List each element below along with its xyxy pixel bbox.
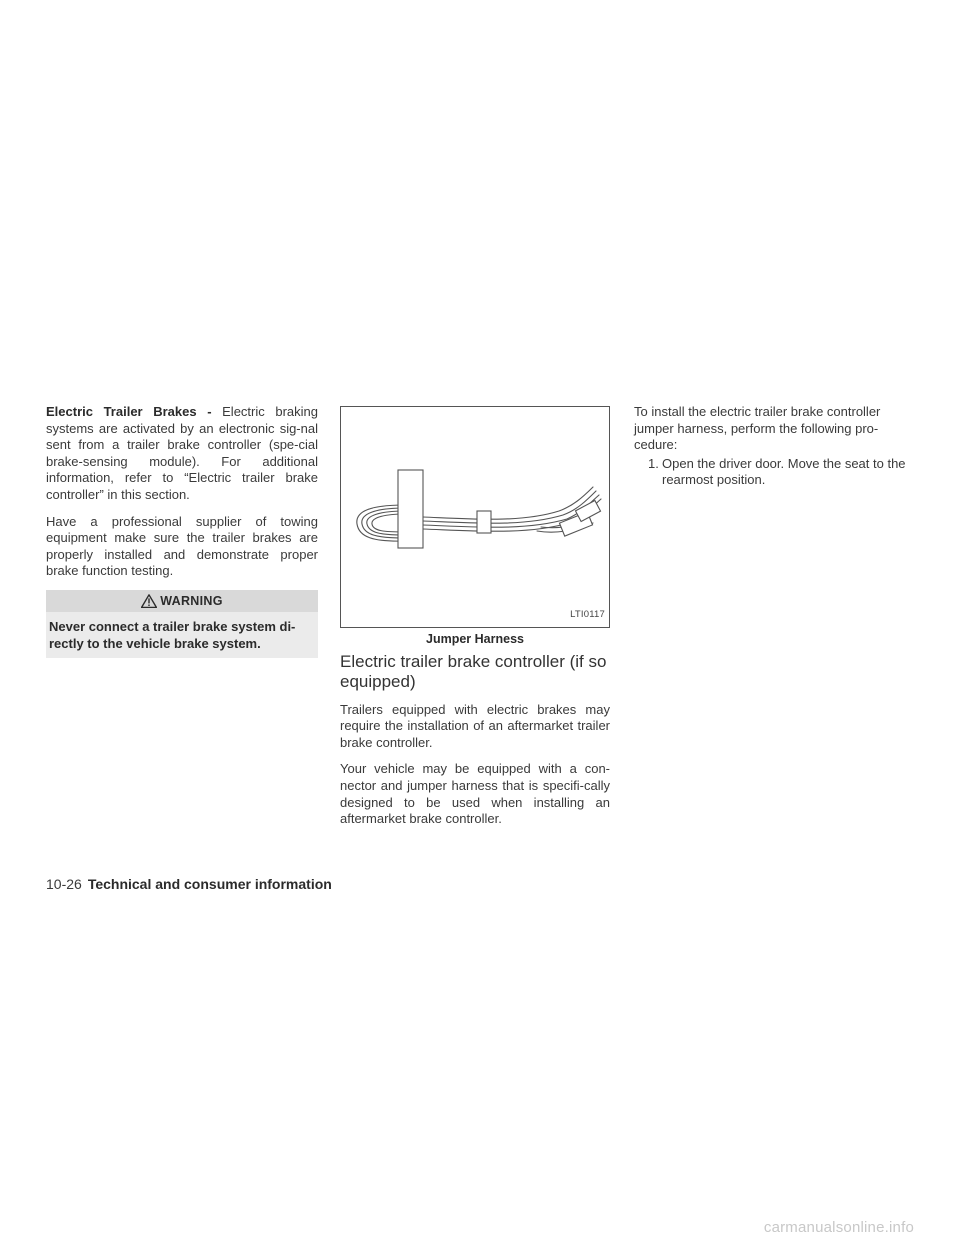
electric-trailer-brakes-paragraph [46,404,318,504]
watermark: carmanualsonline.info [763,1219,914,1236]
middle-column [340,406,610,838]
paragraph-lead-text: Electric braking systems are activated by an electronic sig-nal sent from a trailer brake controller (spe-cial brake-sensing module). For additional information, refer to “Electric trailer brake controller” in this section. [46,404,319,502]
warning-header [46,590,318,612]
left-column [46,404,318,658]
page-footer [46,876,332,892]
install-step [648,456,906,489]
install-intro-paragraph: To install the electric trailer brake controller jumper harness, perform the following pro-cedure: [634,404,881,453]
jumper-harness-paragraph: Your vehicle may be equipped with a con-nector and jumper harness that is specifi-cally designed to be used when installing an aftermarket brake controller. [340,761,610,827]
figure-caption: Jumper Harness [426,632,524,646]
towing-supplier-paragraph: Have a professional supplier of towing equipment make sure the trailer brakes are properly installed and demonstrate proper brake function testing. [46,513,318,579]
warning-icon [141,594,157,608]
jumper-harness-figure [340,406,610,628]
warning-label: WARNING [160,593,223,608]
step-text: Open the driver door. Move the seat to the rearmost position. [662,455,906,488]
install-steps-list [634,456,906,489]
section-title: Electric trailer brake controller (if so equipped) [340,651,607,691]
figure-code: LTI0117 [570,609,605,621]
right-column [634,404,906,489]
warning-text: Never connect a trailer brake system di-rectly to the vehicle brake system. [46,612,318,658]
paragraph-lead-heading: Electric Trailer Brakes - [46,404,212,419]
footer-section-title: Technical and consumer information [87,876,332,892]
step-number: 1. [648,455,659,471]
aftermarket-controller-paragraph: Trailers equipped with electric brakes may require the installation of an aftermarket trailer brake controller. [340,701,610,750]
page-number: 10-26 [46,876,82,892]
jumper-harness-illustration [341,407,609,627]
